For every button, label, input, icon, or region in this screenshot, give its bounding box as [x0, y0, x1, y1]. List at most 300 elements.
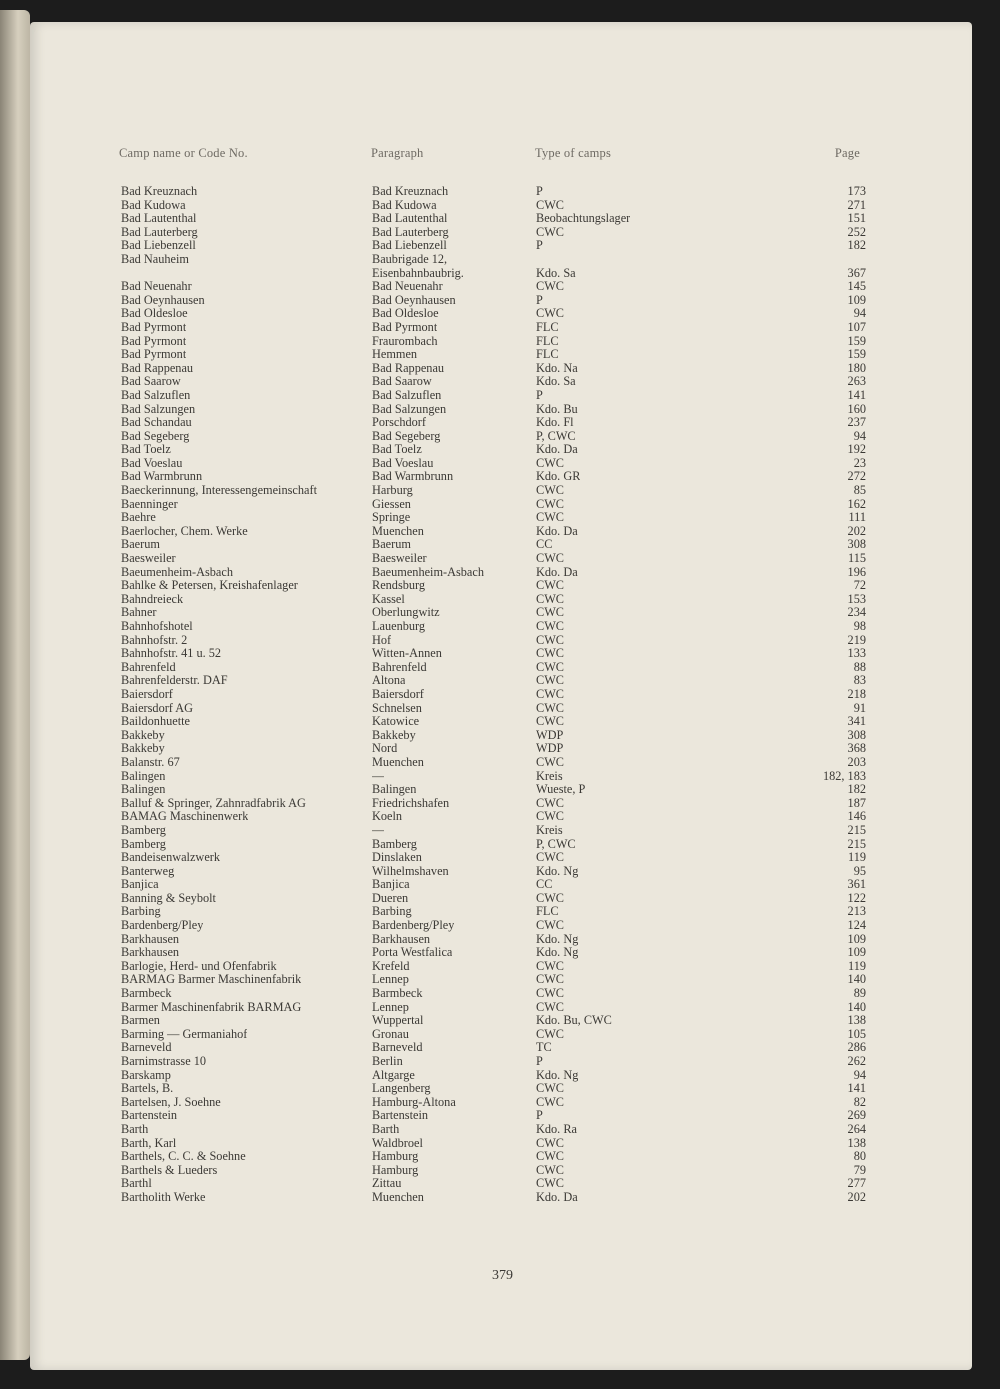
cell-type: CWC [536, 484, 565, 498]
cell-paragraph: — [372, 769, 385, 783]
table-row [30, 946, 972, 960]
table-row [30, 498, 972, 512]
table-row [30, 688, 972, 702]
cell-type: P [536, 239, 543, 253]
cell-page: 138 [847, 1135, 866, 1150]
cell-camp-name: Banning & Seybolt [121, 891, 216, 905]
cell-type: Kreis [536, 769, 563, 783]
table-row [30, 878, 972, 892]
table-row [30, 702, 972, 716]
cell-camp-name: Balluf & Springer, Zahnradfabrik AG [121, 796, 306, 810]
cell-type: P [536, 293, 543, 307]
cell-camp-name: Bakkeby [121, 742, 165, 756]
table-row [30, 838, 972, 852]
cell-camp-name: Bad Oeynhausen [121, 293, 205, 307]
cell-type: P, CWC [536, 837, 576, 851]
table-row [30, 1028, 972, 1042]
cell-paragraph: Balingen [372, 783, 417, 797]
cell-type: FLC [536, 348, 559, 362]
cell-page: 218 [847, 686, 866, 701]
cell-camp-name: Barlogie, Herd- und Ofenfabrik [121, 959, 277, 973]
cell-paragraph: Baesweiler [372, 552, 427, 566]
table-row [30, 280, 972, 294]
cell-type: CWC [536, 919, 565, 933]
cell-type: CWC [536, 511, 565, 525]
cell-camp-name: Bartels, B. [121, 1082, 174, 1096]
cell-page: 277 [847, 1176, 866, 1191]
cell-type: Kdo. GR [536, 470, 581, 484]
cell-page: 162 [847, 496, 866, 511]
cell-page: 215 [847, 836, 866, 851]
cell-paragraph: Waldbroel [372, 1136, 423, 1150]
table-row [30, 1150, 972, 1164]
cell-type: CWC [536, 606, 565, 620]
cell-camp-name: Baehre [121, 511, 156, 525]
cell-camp-name: Bad Neuenahr [121, 280, 192, 294]
cell-paragraph: Bad Voeslau [372, 456, 434, 470]
cell-page: 271 [847, 197, 866, 212]
cell-page: 272 [847, 469, 866, 484]
table-row [30, 593, 972, 607]
cell-paragraph: Hemmen [372, 348, 418, 362]
cell-camp-name: Barkhausen [121, 932, 180, 946]
cell-page: 82 [853, 1094, 866, 1109]
cell-paragraph: Hamburg [372, 1163, 419, 1177]
cell-camp-name: Bahrenfeld [121, 660, 176, 674]
cell-page: 151 [847, 211, 866, 226]
cell-paragraph: Bad Lauterberg [372, 225, 449, 239]
cell-camp-name: Bakkeby [121, 728, 165, 742]
cell-page: 368 [847, 741, 866, 756]
table-row [30, 1055, 972, 1069]
table-row [30, 1082, 972, 1096]
cell-paragraph: Berlin [372, 1055, 403, 1068]
cell-type: FLC [536, 905, 559, 919]
cell-type: Kdo. Bu [536, 402, 578, 416]
cell-camp-name: Bad Liebenzell [121, 239, 196, 253]
cell-paragraph: Dueren [372, 891, 409, 905]
cell-page: 215 [847, 822, 866, 837]
cell-type: CWC [536, 674, 565, 688]
cell-camp-name: Bad Kreuznach [121, 185, 198, 198]
cell-camp-name: Bamberg [121, 823, 166, 837]
cell-page: 95 [853, 863, 866, 878]
table-row [30, 1069, 972, 1083]
cell-camp-name: Bad Lauterberg [121, 225, 198, 239]
cell-camp-name: Barth [121, 1122, 149, 1136]
cell-type: CWC [536, 851, 565, 865]
cell-page: 202 [847, 523, 866, 538]
cell-page: 269 [847, 1108, 866, 1123]
cell-type: CWC [536, 796, 565, 810]
cell-type: P [536, 1109, 543, 1123]
table-row [30, 919, 972, 933]
cell-camp-name: Barthels, C. C. & Soehne [121, 1150, 246, 1164]
table-row [30, 239, 972, 253]
document-page [30, 22, 972, 1370]
table-row [30, 715, 972, 729]
cell-paragraph: Wuppertal [372, 1014, 424, 1028]
cell-type: CWC [536, 225, 565, 239]
cell-camp-name: Bahner [121, 606, 157, 620]
cell-page: 72 [853, 578, 866, 593]
cell-type: P [536, 1055, 543, 1068]
table-row [30, 525, 972, 539]
cell-page: 122 [847, 890, 866, 905]
cell-page: 308 [847, 727, 866, 742]
page-number: 379 [492, 1268, 513, 1283]
table-row [30, 851, 972, 865]
cell-page: 109 [847, 931, 866, 946]
cell-paragraph: Barmbeck [372, 987, 423, 1001]
table-row [30, 1014, 972, 1028]
cell-type: P, CWC [536, 429, 576, 443]
table-row [30, 457, 972, 471]
cell-paragraph: Bahrenfeld [372, 660, 427, 674]
table-row [30, 810, 972, 824]
cell-page: 286 [847, 1040, 866, 1055]
cell-camp-name: Balanstr. 67 [121, 755, 180, 769]
cell-paragraph: Hamburg [372, 1150, 419, 1164]
cell-page: 140 [847, 999, 866, 1014]
cell-page: 341 [847, 714, 866, 729]
cell-camp-name: Bad Voeslau [121, 456, 183, 470]
cell-paragraph: Bakkeby [372, 728, 416, 742]
cell-camp-name: Banjica [121, 878, 159, 892]
cell-camp-name: Bamberg [121, 837, 166, 851]
cell-camp-name: Bad Toelz [121, 443, 171, 457]
cell-page: 182 [847, 238, 866, 253]
cell-page: 145 [847, 279, 866, 294]
cell-type: Kdo. Ng [536, 946, 579, 960]
table-row [30, 742, 972, 756]
cell-camp-name: Bartenstein [121, 1109, 178, 1123]
table-row [30, 443, 972, 457]
cell-page: 159 [847, 333, 866, 348]
table-row [30, 824, 972, 838]
table-row [30, 1164, 972, 1178]
cell-page: 109 [847, 292, 866, 307]
cell-camp-name: Barmen [121, 1014, 160, 1028]
cell-paragraph: Springe [372, 511, 411, 525]
cell-type: P [536, 388, 543, 402]
cell-camp-name: Bad Nauheim [121, 252, 189, 266]
cell-paragraph: Bad Oldesloe [372, 307, 439, 321]
cell-camp-name: Baiersdorf [121, 687, 173, 701]
cell-page: 213 [847, 904, 866, 919]
cell-page: 23 [853, 455, 866, 470]
cell-type: CWC [536, 1000, 565, 1014]
cell-page: 119 [848, 958, 866, 973]
cell-page: 202 [847, 1189, 866, 1204]
cell-type: WDP [536, 742, 564, 756]
cell-type: CWC [536, 959, 565, 973]
cell-paragraph: Bartenstein [372, 1109, 429, 1123]
cell-paragraph: Bad Segeberg [372, 429, 441, 443]
cell-camp-name: Barth, Karl [121, 1136, 177, 1150]
table-row [30, 375, 972, 389]
table-row [30, 579, 972, 593]
table-row [30, 185, 972, 199]
cell-paragraph: Bad Toelz [372, 443, 422, 457]
cell-page: 361 [847, 877, 866, 892]
table-row [30, 470, 972, 484]
cell-type: FLC [536, 334, 559, 348]
table-row [30, 212, 972, 226]
table-row [30, 199, 972, 213]
cell-camp-name: Bad Warmbrunn [121, 470, 203, 484]
table-row [30, 416, 972, 430]
cell-camp-name: Barbing [121, 905, 161, 919]
cell-paragraph: Bad Kreuznach [372, 185, 449, 198]
cell-page: 88 [853, 659, 866, 674]
cell-camp-name: Bartholith Werke [121, 1190, 206, 1204]
table-row [30, 1191, 972, 1205]
table-row [30, 1109, 972, 1123]
cell-camp-name: Baesweiler [121, 552, 176, 566]
cell-paragraph: Muenchen [372, 524, 424, 538]
cell-type: CWC [536, 198, 565, 212]
cell-type: CWC [536, 552, 565, 566]
cell-camp-name: Bad Pyrmont [121, 348, 187, 362]
table-row [30, 783, 972, 797]
table-row [30, 729, 972, 743]
cell-camp-name: Barkhausen [121, 946, 180, 960]
cell-type: CWC [536, 660, 565, 674]
cell-camp-name: Bahnhofstr. 2 [121, 633, 188, 647]
cell-page: 192 [847, 442, 866, 457]
cell-page: 89 [853, 986, 866, 1001]
cell-paragraph: Giessen [372, 497, 411, 511]
cell-type: CWC [536, 891, 565, 905]
cell-camp-name: Barthl [121, 1177, 152, 1191]
cell-type: CWC [536, 307, 565, 321]
cell-page: 262 [847, 1054, 866, 1068]
cell-page: 203 [847, 754, 866, 769]
cell-paragraph: Bad Rappenau [372, 361, 445, 375]
cell-camp-name: Bad Saarow [121, 375, 181, 389]
cell-paragraph: Langenberg [372, 1082, 431, 1096]
table-row [30, 307, 972, 321]
cell-page: 91 [853, 700, 866, 715]
cell-paragraph: Porschdorf [372, 416, 426, 430]
cell-paragraph: Witten-Annen [372, 647, 442, 661]
cell-camp-name: Bad Schandau [121, 416, 192, 430]
cell-paragraph: Muenchen [372, 755, 424, 769]
cell-type: Kdo. Ng [536, 932, 579, 946]
cell-camp-name: Barthels & Lueders [121, 1163, 218, 1177]
cell-type: CWC [536, 810, 565, 824]
cell-camp-name: Bandeisenwalzwerk [121, 851, 221, 865]
cell-camp-name: Bad Oldesloe [121, 307, 188, 321]
cell-page: 219 [847, 632, 866, 647]
cell-page: 173 [847, 184, 866, 198]
cell-page: 138 [847, 1013, 866, 1028]
cell-type: Wueste, P [536, 783, 586, 797]
cell-camp-name: Baildonhuette [121, 715, 190, 729]
table-row [30, 933, 972, 947]
cell-paragraph: Barkhausen [372, 932, 431, 946]
cell-type: WDP [536, 728, 564, 742]
cell-page: 85 [853, 483, 866, 498]
table-row [30, 484, 972, 498]
cell-type: CWC [536, 579, 565, 593]
cell-type: Beobachtungslager [536, 212, 631, 226]
cell-type: FLC [536, 320, 559, 334]
cell-type: CWC [536, 1095, 565, 1109]
cell-paragraph: Wilhelmshaven [372, 864, 449, 878]
cell-type: CWC [536, 592, 565, 606]
cell-page: 79 [853, 1162, 866, 1177]
table-row [30, 552, 972, 566]
cell-camp-name: Barmer Maschinenfabrik BARMAG [121, 1000, 302, 1014]
table-row [30, 1001, 972, 1015]
cell-camp-name: Bad Pyrmont [121, 320, 187, 334]
cell-type: Kdo. Sa [536, 266, 576, 280]
cell-page: 263 [847, 374, 866, 389]
cell-paragraph: Friedrichshafen [372, 796, 450, 810]
cell-camp-name: Banterweg [121, 864, 175, 878]
cell-type: Kreis [536, 823, 563, 837]
cell-camp-name: Bahnhofshotel [121, 620, 193, 633]
cell-type: CWC [536, 1177, 565, 1191]
cell-camp-name: Bahlke & Petersen, Kreishafenlager [121, 579, 298, 593]
cell-type: CWC [536, 280, 565, 294]
cell-page: 237 [847, 415, 866, 430]
cell-camp-name: Bahnhofstr. 41 u. 52 [121, 647, 222, 661]
cell-camp-name: Bad Salzungen [121, 402, 196, 416]
table-row [30, 362, 972, 376]
cell-page: 252 [847, 224, 866, 239]
table-row [30, 973, 972, 987]
cell-paragraph: — [372, 823, 385, 837]
table-row [30, 348, 972, 362]
cell-paragraph: Zittau [372, 1177, 402, 1191]
cell-paragraph: Rendsburg [372, 579, 426, 593]
cell-type: TC [536, 1041, 552, 1055]
cell-page: 124 [847, 918, 866, 933]
table-row [30, 294, 972, 308]
cell-camp-name: Bad Rappenau [121, 361, 194, 375]
table-row [30, 674, 972, 688]
cell-paragraph: Bad Salzuflen [372, 388, 442, 402]
cell-page: 160 [847, 401, 866, 416]
table-row [30, 1123, 972, 1137]
cell-type: CWC [536, 755, 565, 769]
cell-type: Kdo. Fl [536, 416, 574, 430]
cell-paragraph: Altona [372, 674, 406, 688]
table-row [30, 756, 972, 770]
cell-paragraph: Bad Neuenahr [372, 280, 443, 294]
cell-paragraph: Kassel [372, 592, 405, 606]
cell-page: 140 [847, 972, 866, 987]
cell-page: 308 [847, 537, 866, 552]
cell-page: 141 [847, 1081, 866, 1096]
table-row [30, 389, 972, 403]
header-page: Page [834, 146, 860, 160]
cell-paragraph: Barneveld [372, 1041, 423, 1055]
cell-type: Kdo. Da [536, 443, 578, 457]
cell-paragraph: Hamburg-Altona [372, 1095, 456, 1109]
cell-paragraph: Bad Saarow [372, 375, 432, 389]
cell-camp-name: Bad Kudowa [121, 198, 186, 212]
cell-paragraph: Porta Westfalica [372, 946, 453, 960]
cell-page: 119 [848, 850, 866, 865]
cell-paragraph: Bamberg [372, 837, 417, 851]
cell-type: CWC [536, 987, 565, 1001]
cell-paragraph: Bad Salzungen [372, 402, 447, 416]
cell-type: CWC [536, 620, 565, 633]
cell-camp-name: Bad Pyrmont [121, 334, 187, 348]
cell-paragraph: Fraurombach [372, 334, 438, 348]
cell-page: 98 [853, 619, 866, 633]
table-row [30, 1137, 972, 1151]
cell-camp-name: Baeumenheim-Asbach [121, 565, 233, 579]
cell-page: 94 [853, 1067, 866, 1082]
header-camp-name: Camp name or Code No. [119, 146, 248, 160]
cell-camp-name: Bartelsen, J. Soehne [121, 1095, 221, 1109]
header-paragraph: Paragraph [371, 146, 424, 160]
table-row [30, 1177, 972, 1191]
cell-paragraph: Muenchen [372, 1190, 424, 1204]
table-row [30, 797, 972, 811]
cell-camp-name: Bahrenfelderstr. DAF [121, 674, 228, 688]
cell-type: CWC [536, 456, 565, 470]
cell-paragraph: Katowice [372, 715, 420, 729]
cell-paragraph: Baerum [372, 538, 411, 552]
camp-index-table [30, 185, 972, 1205]
cell-paragraph: Barth [372, 1122, 400, 1136]
cell-type: CWC [536, 633, 565, 647]
cell-type: CWC [536, 647, 565, 661]
cell-type: CWC [536, 701, 565, 715]
cell-paragraph: Bad Liebenzell [372, 239, 447, 253]
cell-page: 367 [847, 265, 866, 280]
facing-page-edge [0, 10, 30, 1360]
cell-paragraph: Eisenbahnbaubrig. [372, 266, 464, 280]
cell-camp-name: Baeckerinnung, Interessengemeinschaft [121, 484, 317, 498]
cell-paragraph: Lennep [372, 1000, 409, 1014]
cell-camp-name: Barnimstrasse 10 [121, 1055, 207, 1068]
cell-paragraph: Bad Kudowa [372, 198, 437, 212]
header-type: Type of camps [535, 146, 612, 160]
cell-camp-name: Bad Segeberg [121, 429, 190, 443]
cell-page: 141 [847, 387, 866, 402]
cell-camp-name: Baerum [121, 538, 160, 552]
table-row [30, 1041, 972, 1055]
table-row [30, 620, 972, 634]
cell-type: Kdo. Sa [536, 375, 576, 389]
table-row [30, 987, 972, 1001]
cell-type: Kdo. Bu, CWC [536, 1014, 612, 1028]
table-row [30, 403, 972, 417]
cell-page: 107 [847, 319, 866, 334]
cell-page: 133 [847, 646, 866, 661]
table-row [30, 647, 972, 661]
cell-paragraph: Barbing [372, 905, 412, 919]
cell-type: CC [536, 878, 553, 892]
cell-page: 264 [847, 1121, 866, 1136]
cell-type: CWC [536, 1027, 565, 1041]
cell-paragraph: Dinslaken [372, 851, 422, 865]
cell-page: 83 [853, 673, 866, 688]
cell-paragraph: Baeumenheim-Asbach [372, 565, 484, 579]
cell-paragraph: Koeln [372, 810, 403, 824]
cell-type: Kdo. Na [536, 361, 578, 375]
cell-paragraph: Krefeld [372, 959, 410, 973]
cell-paragraph: Hof [372, 633, 392, 647]
cell-type: CWC [536, 715, 565, 729]
